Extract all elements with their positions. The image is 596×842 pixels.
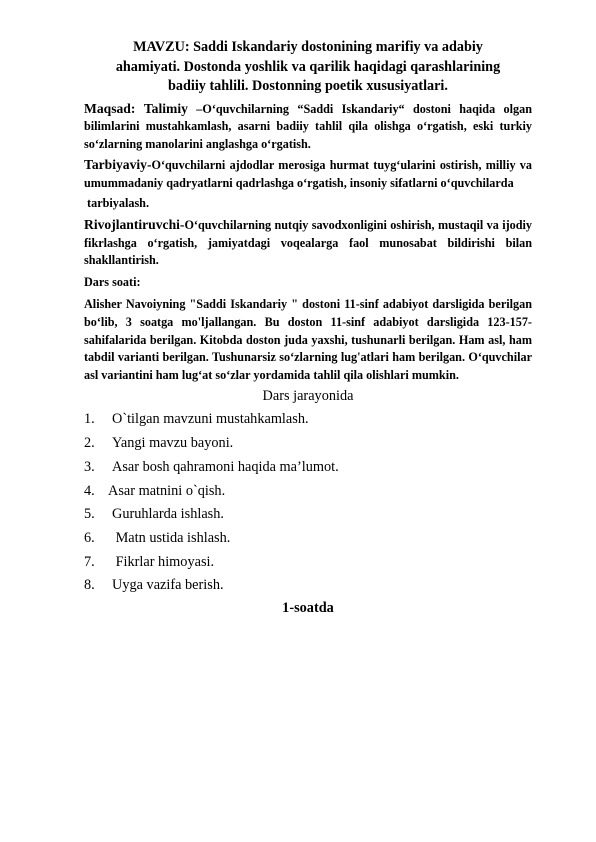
document-page <box>84 38 532 617</box>
first-hour-heading: 1-soatda <box>282 600 334 617</box>
dars-soati-text: Alisher Navoiyning "Saddi Iskandariy " dostoni 11-sinf adabiyot darsligida berilgan bo‘lib, 3 soatga mo'ljallangan. Bu doston 11-sinf adabiyot darsligida 123-157-sahifalarida berilgan. Kitobda doston juda yaxshi, tushunarli berilgan. Ham asl, ham tabdil varianti berilgan. Tushunarsiz so‘zlarning lug'atlari ham berilgan. O‘quvchilar asl variantini ham lug‘at so‘zlar yordamida tahlil qila olishlari mumkin. <box>84 297 532 382</box>
list-item-number: 7. <box>84 553 95 570</box>
rivojlantiruvchi-label: Rivojlantiruvchi- <box>84 217 185 233</box>
maqsad-label: Maqsad: Talimiy <box>84 100 188 116</box>
topic-heading-line: badiiy tahlili. Dostonning poetik xususiyatlari. <box>168 78 448 94</box>
maqsad-text: –O‘quvchilarning “Saddi Iskandariy“ dostoni haqida olgan bilimlarini mustahkamlash, asarni badiiy tahlil qila olishga o‘rgatish, eski turkiy so‘zlarning manolarini anglashga o‘rgatish. <box>84 101 532 151</box>
tarbiyaviy-paragraph <box>84 156 532 192</box>
list-item-number: 1. <box>84 411 95 428</box>
list-item <box>84 456 532 480</box>
rivojlantiruvchi-paragraph <box>84 216 532 270</box>
lesson-steps-list <box>84 408 532 598</box>
list-item <box>84 432 532 456</box>
list-item <box>84 480 532 504</box>
rivojlantiruvchi-text: O‘quvchilarning nutqiy savodxonligini oshirish, mustaqil va ijodiy fikrlashga o‘rgatish, jamiyatdagi voqealarga faol munosabat bildirishi bilan shakllantirish. <box>84 218 532 268</box>
list-item-number: 4. <box>84 482 95 499</box>
list-item <box>84 408 532 432</box>
tarbiyaviy-text: O‘quvchilarni ajdodlar merosiga hurmat tuyg‘ularini ostirish, milliy va umummadaniy qadryatlarni qadrlashga o‘rgatish, insoniy sifatlarni o‘quvchilarda <box>84 158 532 190</box>
topic-heading-line: ahamiyati. Dostonda yoshlik va qarilik haqidagi qarashlarining <box>115 58 501 75</box>
list-item-text: Guruhlarda ishlash. <box>112 506 224 523</box>
list-item-text: Fikrlar himoyasi. <box>112 553 215 570</box>
dars-jarayoni-heading: Dars jarayonida <box>262 388 354 405</box>
list-item-number: 5. <box>84 506 95 523</box>
list-item-text: Yangi mavzu bayoni. <box>112 435 234 452</box>
list-item-number: 3. <box>84 458 95 475</box>
list-item-text: Asar bosh qahramoni haqida ma’lumot. <box>112 458 339 475</box>
list-item-text: O`tilgan mavzuni mustahkamlash. <box>112 411 309 428</box>
dars-soati-label: Dars soati: <box>84 274 141 289</box>
tarbiyaviy-label: Tarbiyaviy- <box>84 157 152 173</box>
topic-heading <box>84 38 532 97</box>
tarbiyaviy-tail: tarbiyalash. <box>84 196 150 211</box>
list-item <box>84 574 532 598</box>
list-item <box>84 503 532 527</box>
list-item-text: Matn ustida ishlash. <box>112 529 231 546</box>
list-item-number: 8. <box>84 577 95 594</box>
list-item <box>84 527 532 551</box>
topic-heading-line: MAVZU: Saddi Iskandariy dostonining marifiy va adabiy <box>133 39 483 55</box>
list-item-number: 2. <box>84 435 95 452</box>
list-item <box>84 551 532 575</box>
maqsad-paragraph <box>84 100 532 154</box>
list-item-text: Uyga vazifa berish. <box>112 577 224 594</box>
list-item-text: Asar matnini o`qish. <box>108 482 226 499</box>
list-item-number: 6. <box>84 529 95 546</box>
